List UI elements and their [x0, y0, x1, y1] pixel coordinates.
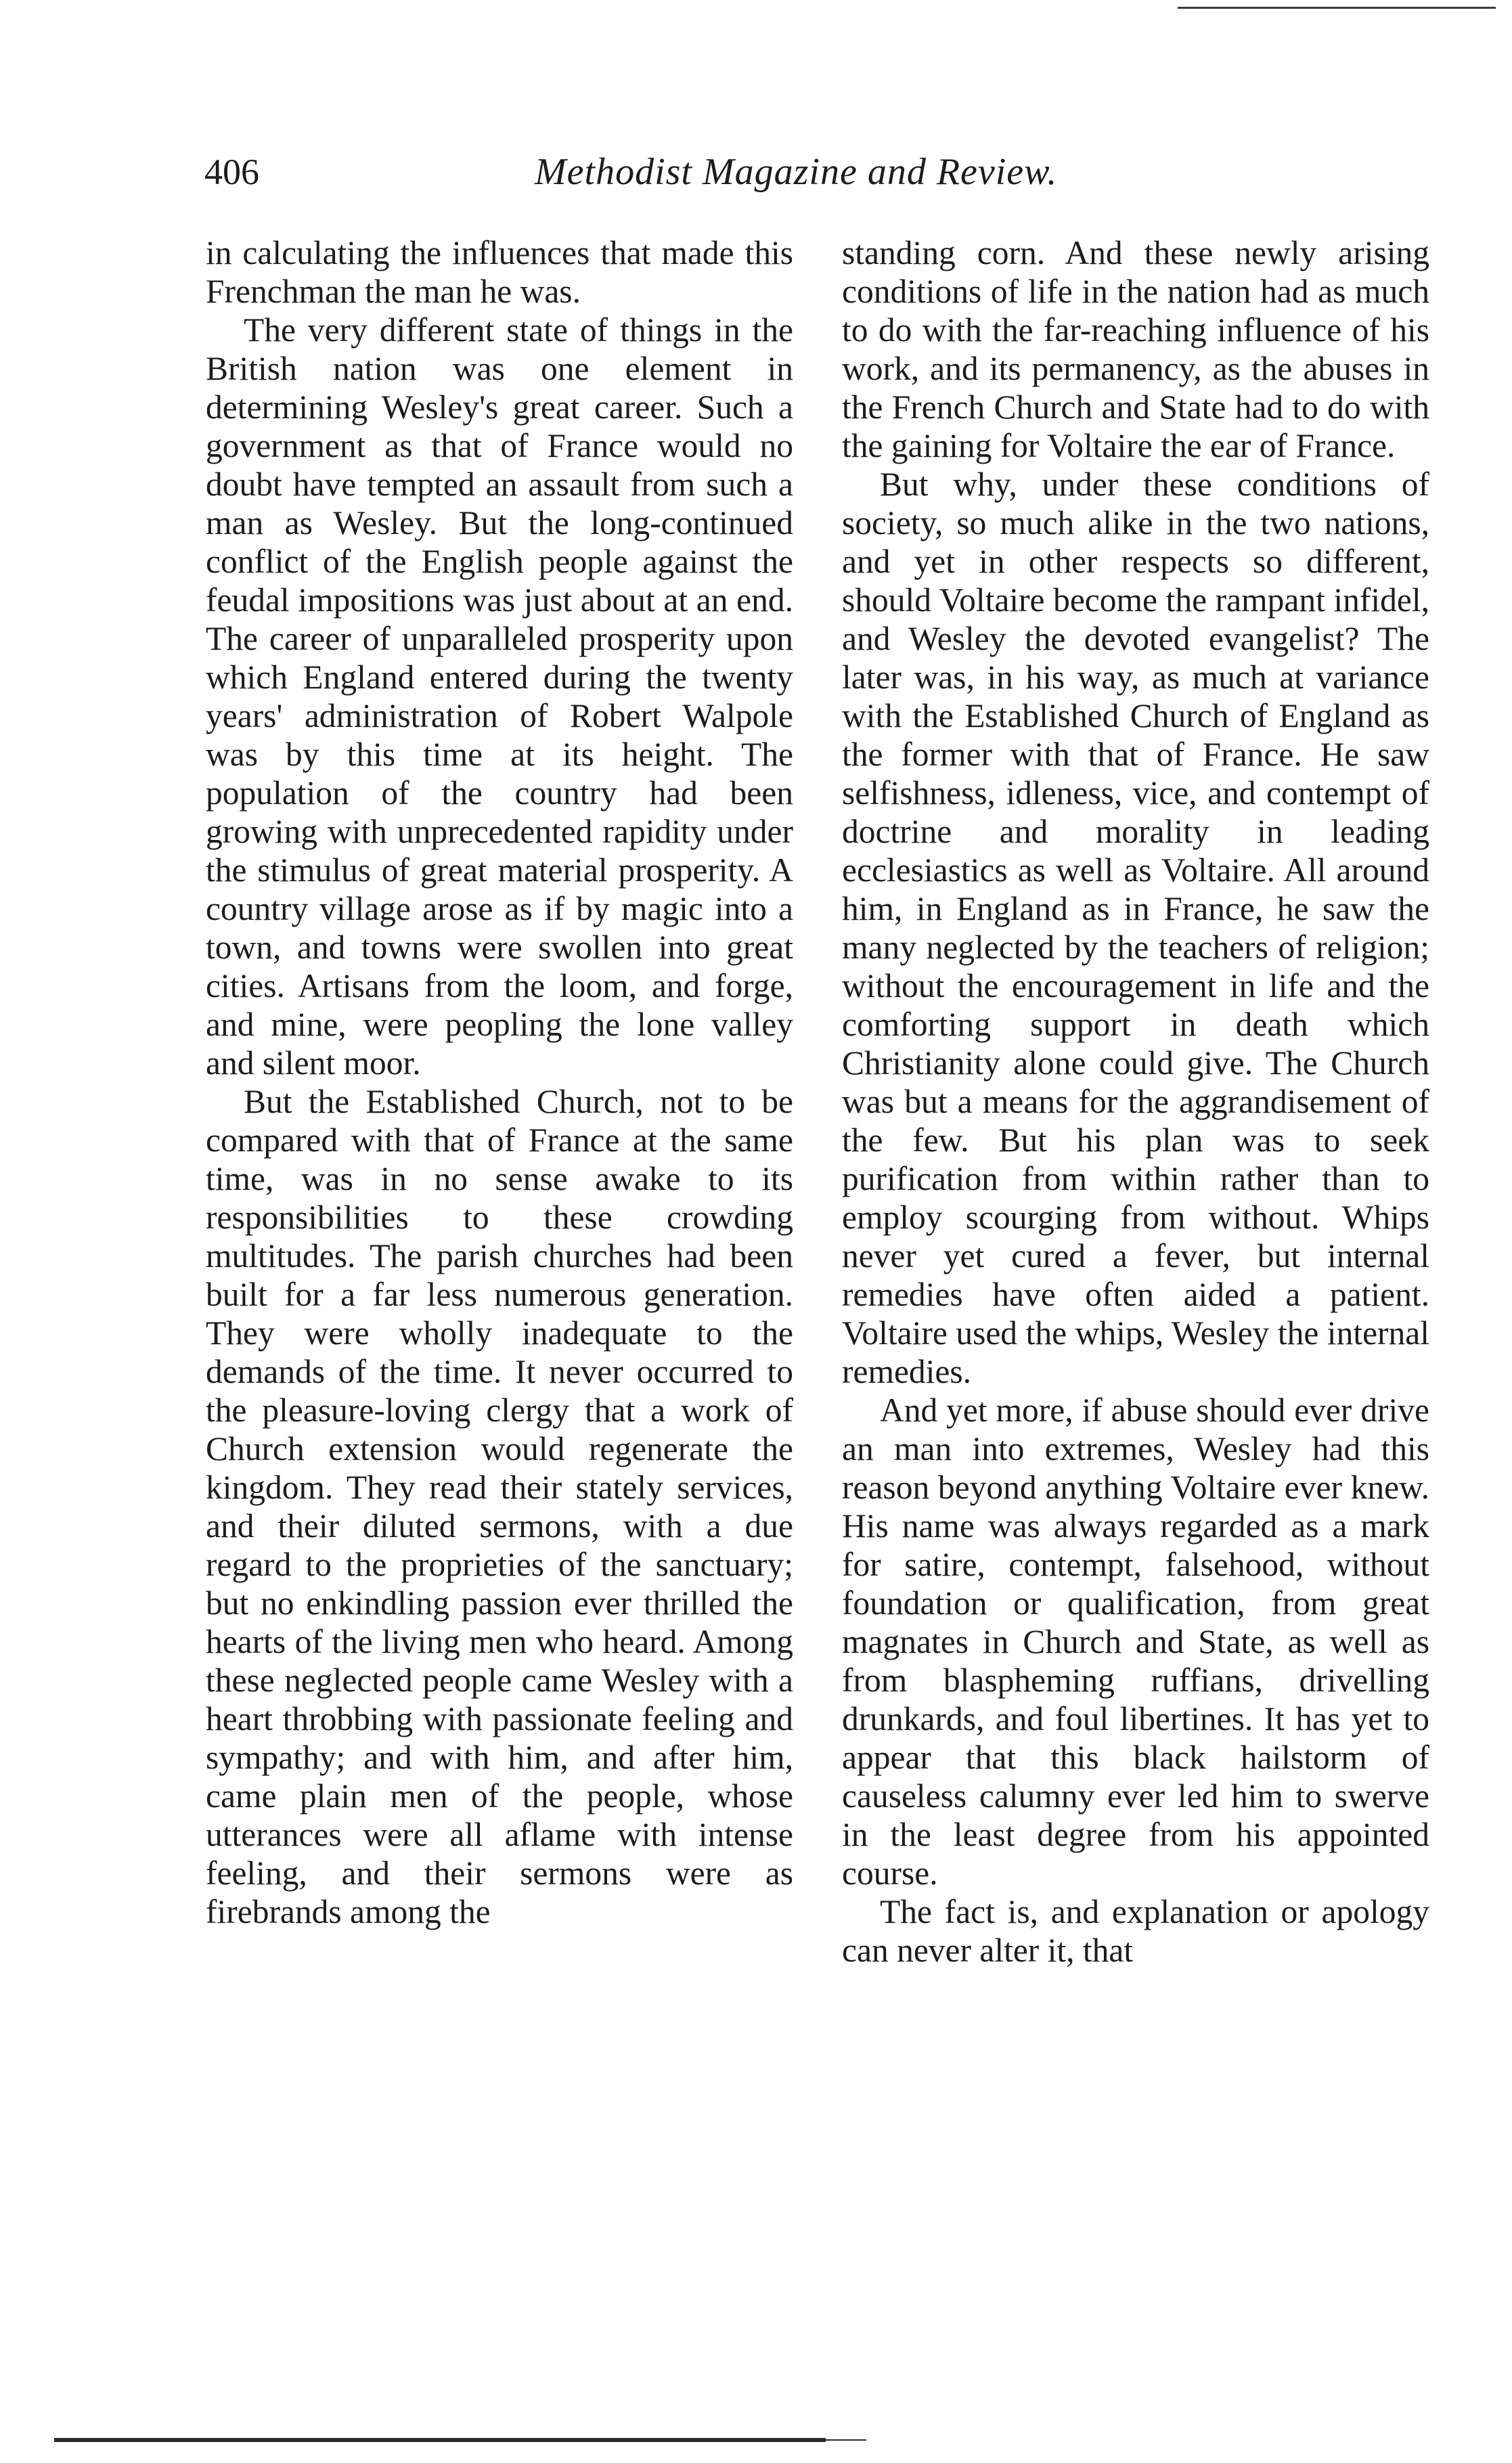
paragraph: in calculating the influences that made this Frenchman the man he was.	[206, 234, 793, 310]
paragraph: And yet more, if abuse should ever drive an man into extremes, Wesley had this reason beyond anything Voltaire ever knew. His name was always regarded as a mark for satire, contempt, falsehood, without foundation or qualification, from great magnates in Church and State, as well as from blaspheming ruffians, drivelling drunkards, and foul libertines. It has yet to appear that this black hailstorm of causeless calumny ever led him to swerve in the least degree from his appointed course.	[842, 1392, 1429, 1892]
paragraph: standing corn. And these newly arising conditions of life in the nation had as much to do with the far-reaching influence of his work, and its permanency, as the abuses in the French Church and State had to do with the gaining for Voltaire the ear of France.	[842, 234, 1429, 464]
paragraph: But the Established Church, not to be compared with that of France at the same time, was in no sense awake to its responsibilities to these crowding multitudes. The parish churches had been built for a far less numerous generation. They were wholly inadequate to the demands of the time. It never occurred to the pleasure-loving clergy that a work of Church extension would regenerate the kingdom. They read their stately services, and their diluted sermons, with a due regard to the proprieties of the sanctuary; but no enkindling passion ever thrilled the hearts of the living men who heard. Among these neglected people came Wesley with a heart throbbing with passionate feeling and sympathy; and with him, and after him, came plain men of the people, whose utterances were all aflame with intense feeling, and their sermons were as firebrands among the	[206, 1083, 793, 1930]
top-rule	[1178, 7, 1496, 9]
bottom-rule-tail	[826, 2439, 866, 2441]
running-title: Methodist Magazine and Review.	[535, 151, 1058, 193]
right-column	[842, 234, 1429, 1970]
paragraph: The very different state of things in the British nation was one element in determining Wesley's great career. Such a government as that of France would no doubt have tempted an assault from such a man as Wesley. But the long-continued conflict of the English people against the feudal impositions was just about at an end. The career of unparalleled prosperity upon which England entered during the twenty years' administration of Robert Walpole was by this time at its height. The population of the country had been growing with unprecedented rapidity under the stimulus of great material prosperity. A country village arose as if by magic into a town, and towns were swollen into great cities. Artisans from the loom, and forge, and mine, were peopling the lone valley and silent moor.	[206, 311, 793, 1082]
bottom-rule	[54, 2438, 826, 2442]
left-column	[206, 234, 793, 1931]
paragraph: But why, under these conditions of society, so much alike in the two nations, and yet in other respects so different, should Voltaire become the rampant infidel, and Wesley the devoted evangelist? The later was, in his way, as much at variance with the Established Church of England as the former with that of France. He saw selfishness, idleness, vice, and contempt of doctrine and morality in leading ecclesiastics as well as Voltaire. All around him, in England as in France, he saw the many neglected by the teachers of religion; without the encouragement in life and the comforting support in death which Christianity alone could give. The Church was but a means for the aggrandisement of the few. But his plan was to seek purification from within rather than to employ scourging from without. Whips never yet cured a fever, but internal remedies have often aided a patient. Voltaire used the whips, Wesley the internal remedies.	[842, 466, 1429, 1390]
page-number: 406	[204, 152, 259, 192]
paragraph: The fact is, and explanation or apology can never alter it, that	[842, 1893, 1429, 1969]
